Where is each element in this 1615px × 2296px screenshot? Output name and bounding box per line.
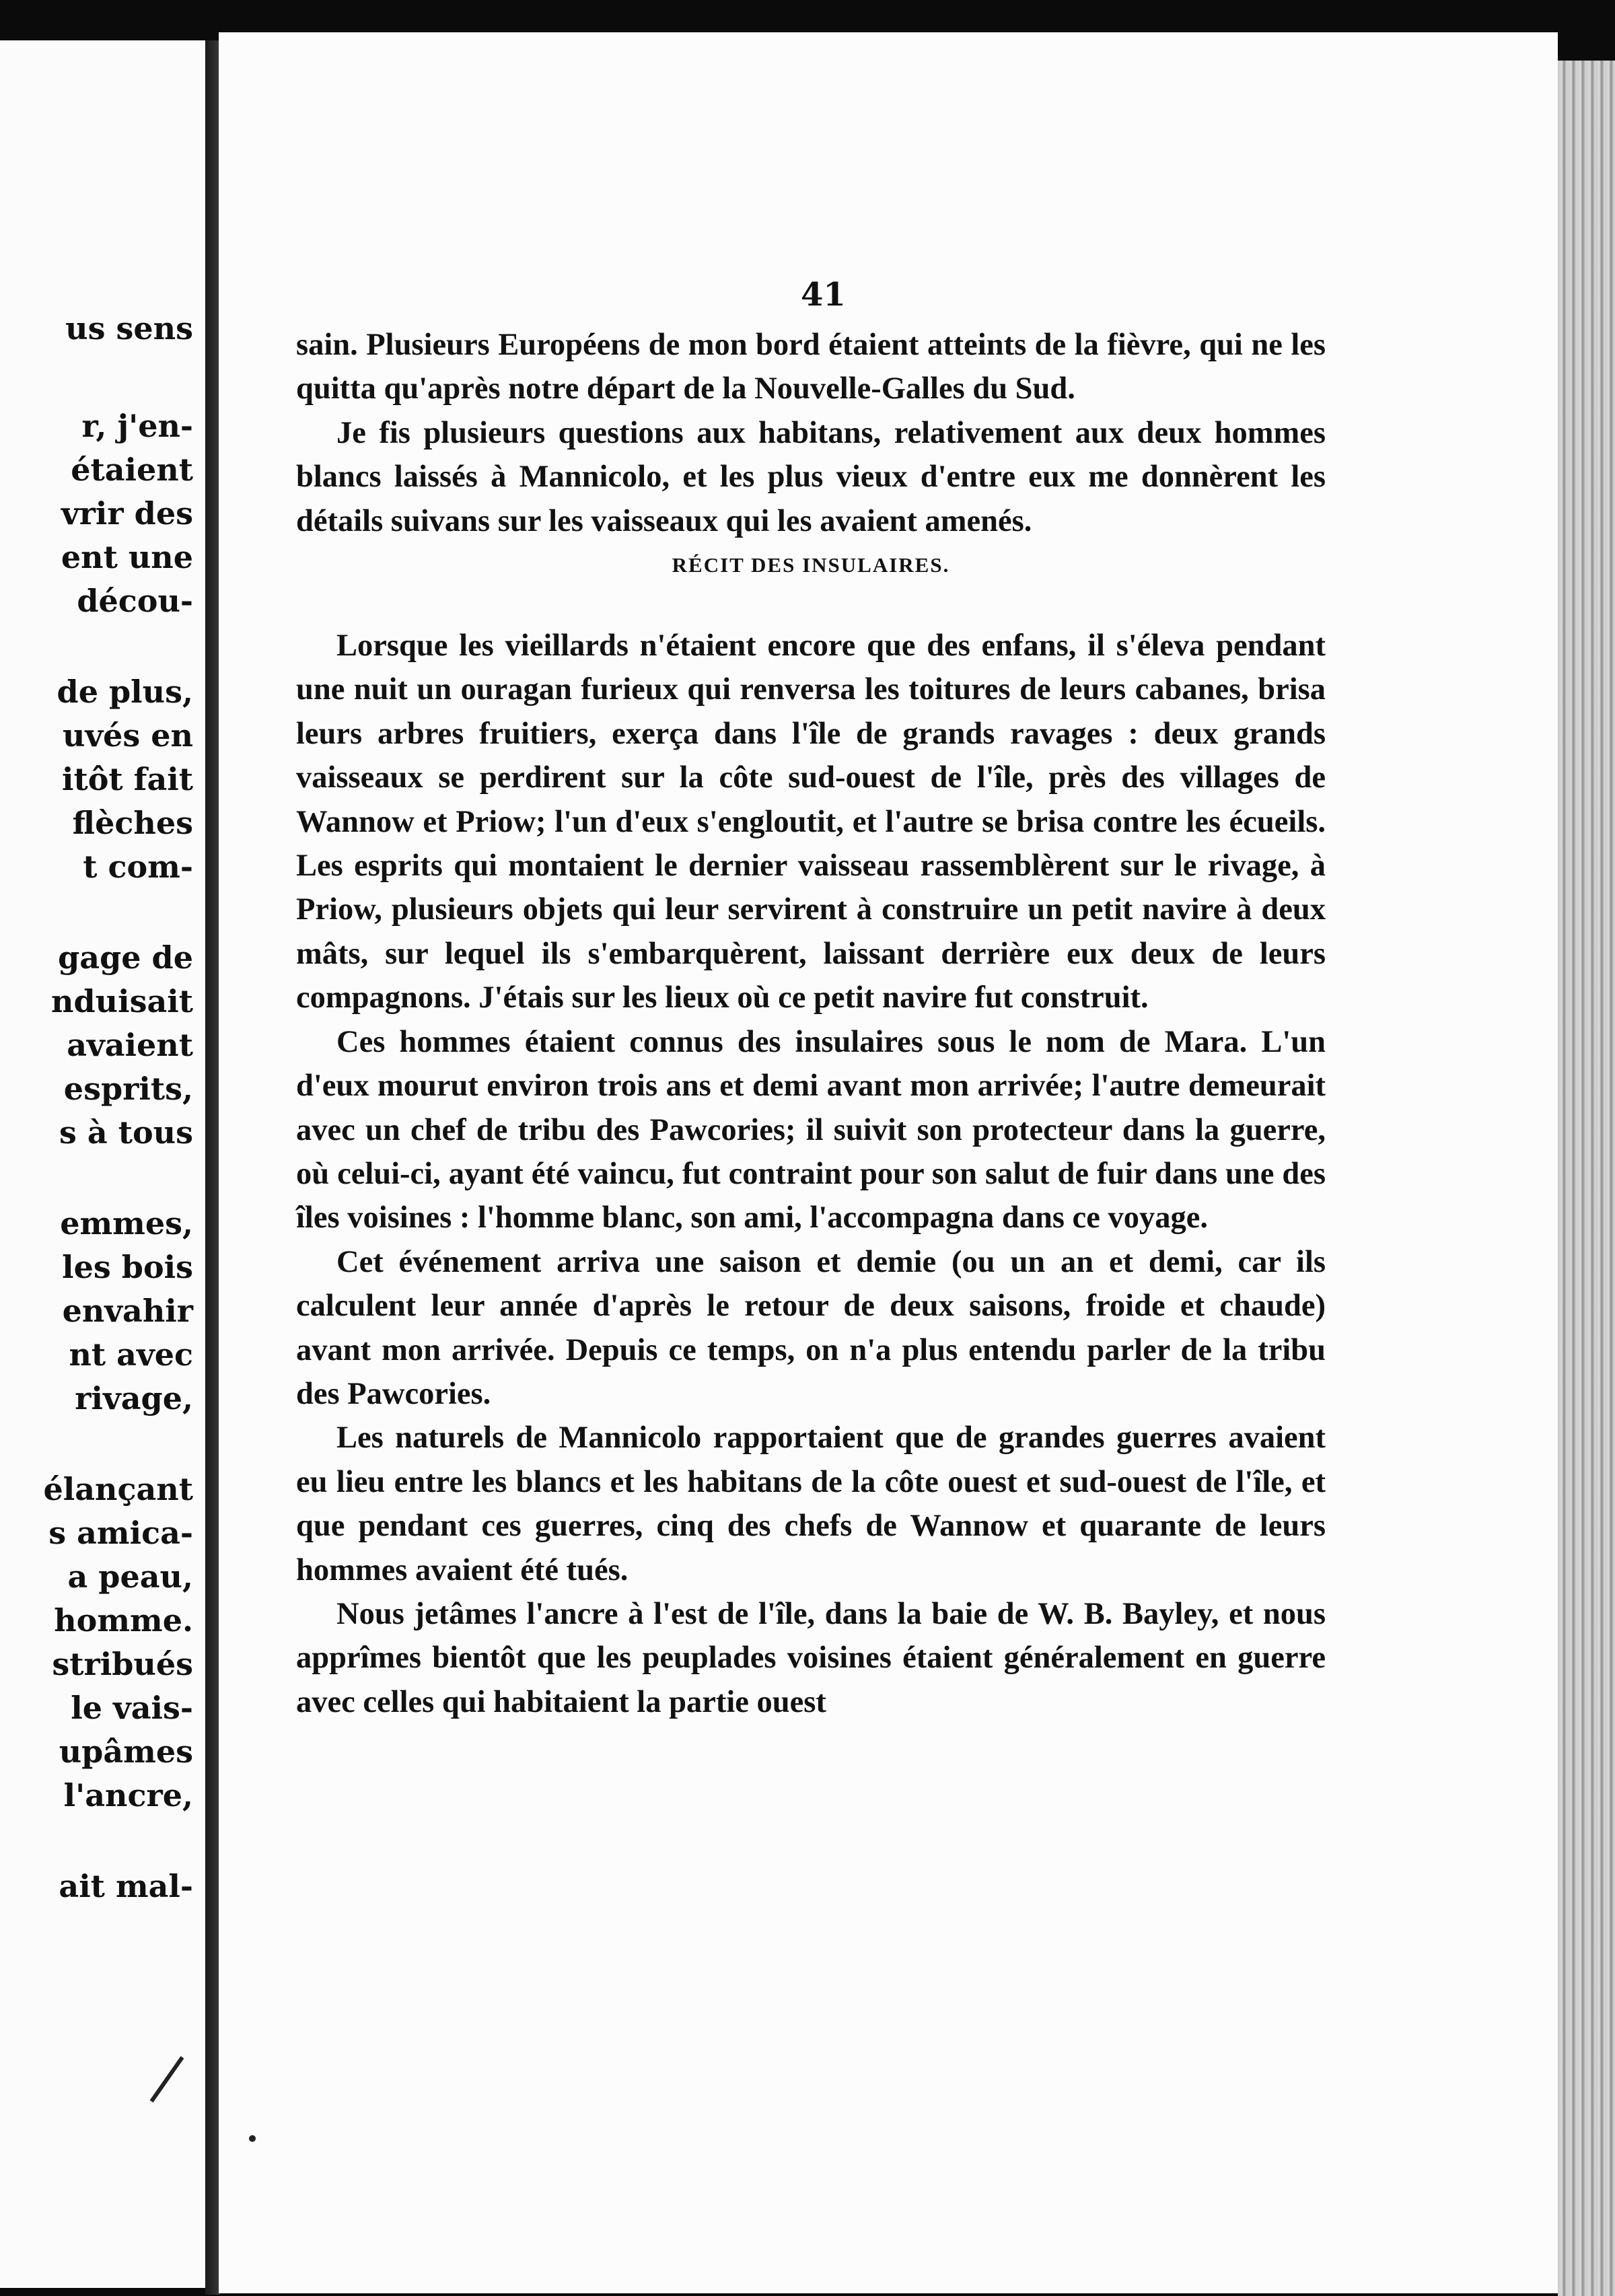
left-page-fragment: r, j'en- <box>81 408 193 444</box>
left-page-fragment: stribués <box>52 1646 193 1682</box>
left-page-fragment: t com- <box>83 849 193 885</box>
left-page-fragment: nt avec <box>69 1336 193 1373</box>
left-page-fragment: de plus, <box>57 674 193 710</box>
page-number: 41 <box>801 276 846 314</box>
left-page-fragment: flèches <box>72 805 193 841</box>
left-page-fragment: avaient <box>67 1027 193 1063</box>
left-page-fragment: étaient <box>71 452 193 488</box>
left-page-fragment: ait mal- <box>59 1868 193 1904</box>
left-page-fragment: élançant <box>43 1471 193 1507</box>
left-page-fragment: s amica- <box>48 1515 193 1551</box>
left-page-fragment: esprits, <box>63 1071 193 1107</box>
left-page-fragment: l'ancre, <box>63 1777 193 1814</box>
left-page-fragment: rivage, <box>75 1380 193 1416</box>
paragraph: Lorsque les vieillards n'étaient encore que des enfans, il s'éleva pendant une nuit un ouragan furieux qui renversa les toitures de leurs cabanes, brisa leurs arbres fruitiers, exerça dans l'île de grands ravages : deux grands vaisseaux se perdirent sur la côte sud-ouest de l'île, près des villages de Wannow et Priow; l'un d'eux s'engloutit, et l'autre se brisa contre les écueils. Les esprits qui montaient le dernier vaisseau rassemblèrent sur le rivage, à Priow, plusieurs objets qui leur servirent à construire un petit navire à deux mâts, sur lequel ils s'embarquèrent, laissant derrière eux deux de leurs compagnons. J'étais sur les lieux où ce petit navire fut construit. <box>296 629 1326 1015</box>
left-page-fragment: envahir <box>62 1293 193 1329</box>
left-page-fragment: us sens <box>65 310 193 347</box>
left-page-fragment: emmes, <box>60 1205 193 1242</box>
left-page-fragment: le vais- <box>71 1690 193 1726</box>
left-page-fragment: uvés en <box>62 717 193 754</box>
left-page-fragment: a peau, <box>67 1558 193 1595</box>
paragraph: Cet événement arriva une saison et demie (ou un an et demi, car ils calculent leur année d'après le retour de deux saisons, froide et chaude) avant mon arrivée. Depuis ce temps, on n'a plus entendu parler de la tribu des Pawcories. <box>296 1244 1326 1411</box>
left-page-fragment: upâmes <box>59 1733 193 1770</box>
paragraph: Ces hommes étaient connus des insulaires sous le nom de Mara. L'un d'eux mourut environ trois ans et demi avant mon arrivée; l'autre demeurait avec un chef de tribu des Pawcories; il suivit son protecteur dans la guerre, où celui-ci, ayant été vaincu, fut contraint pour son salut de fuir dans une des îles voisines : l'homme blanc, son ami, l'accompagna dans ce voyage. <box>296 1024 1326 1235</box>
left-page-fragment: nduisait <box>51 983 193 1019</box>
left-page-fragment: décou- <box>77 583 193 619</box>
left-page <box>0 40 209 2288</box>
ink-mark <box>150 2056 184 2103</box>
paragraph: Les naturels de Mannicolo rapportaient que de grandes guerres avaient eu lieu entre les blancs et les habitans de la côte ouest et sud-ouest de l'île, et que pendant ces guerres, cinq des chefs de Wannow et quarante de leurs hommes avaient été tués. <box>296 1421 1326 1587</box>
page-body <box>296 323 1326 1724</box>
left-page-fragment: s à tous <box>59 1114 193 1151</box>
left-page-fragment: gage de <box>58 939 193 976</box>
left-page-fragment: vrir des <box>61 495 193 532</box>
paragraph: Nous jetâmes l'ancre à l'est de l'île, dans la baie de W. B. Bayley, et nous apprîmes bientôt que les peuplades voisines étaient généralement en guerre avec celles qui habitaient la partie ouest <box>296 1596 1326 1719</box>
paragraph: sain. Plusieurs Européens de mon bord étaient atteints de la fièvre, qui ne les quitta qu'après notre départ de la Nouvelle-Galles du Sud. <box>296 328 1326 406</box>
paragraph: Je fis plusieurs questions aux habitans, relativement aux deux hommes blancs laissés à Mannicolo, et les plus vieux d'entre eux me donnèrent les détails suivans sur les vaisseaux qui les avaient amenés. <box>296 415 1326 538</box>
left-page-fragment: ent une <box>61 539 193 575</box>
left-page-fragment: homme. <box>54 1602 193 1639</box>
ink-dot <box>249 2135 256 2142</box>
book-gutter <box>205 40 220 2295</box>
left-page-fragment: itôt fait <box>62 761 193 797</box>
section-heading: RÉCIT DES INSULAIRES. <box>672 553 950 577</box>
page-edge <box>1558 61 1615 2296</box>
left-page-fragment: les bois <box>62 1249 193 1285</box>
